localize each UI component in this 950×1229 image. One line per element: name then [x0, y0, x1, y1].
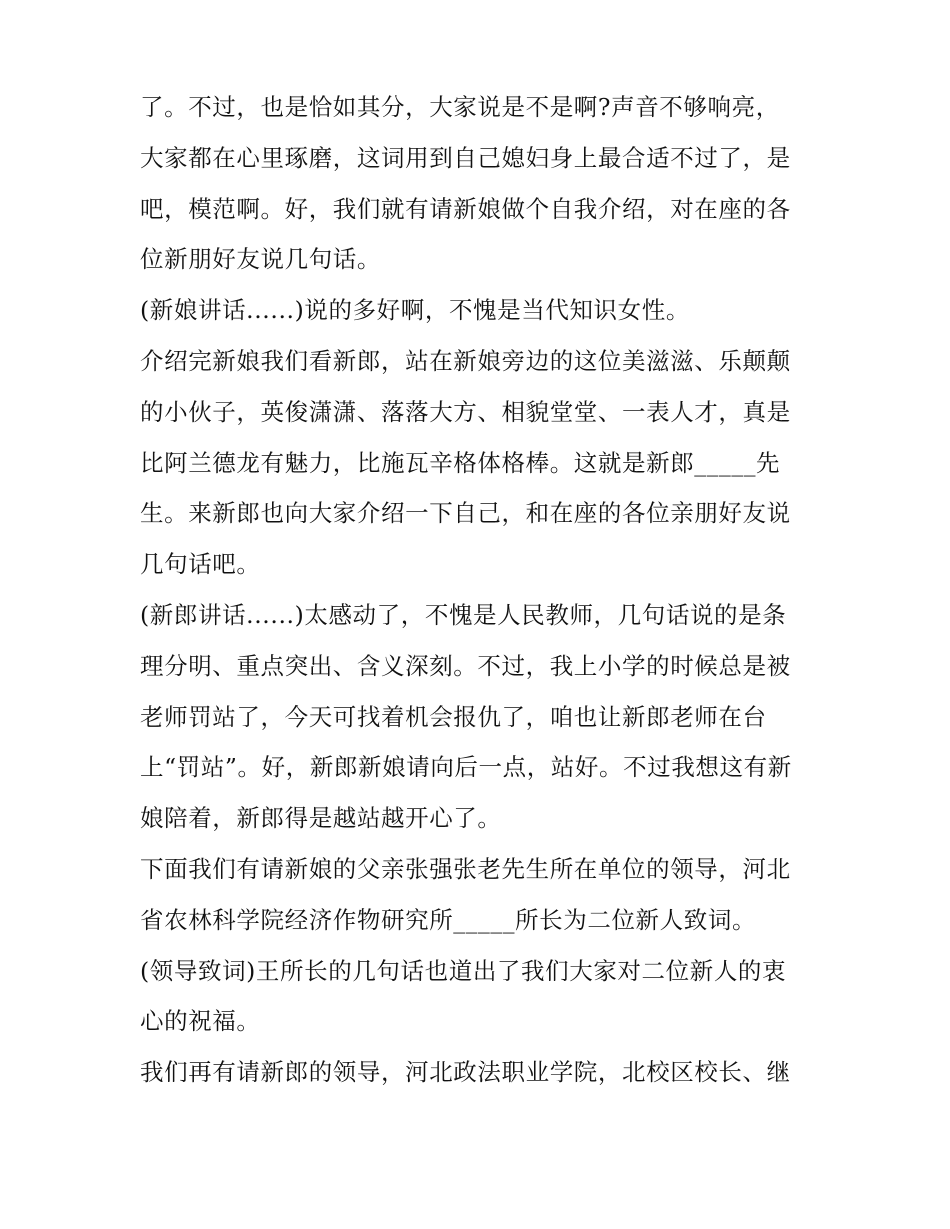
text-line: (新娘讲话......)说的多好啊，不愧是当代知识女性。	[140, 296, 690, 325]
text-line: 位新朋好友说几句话。	[140, 245, 381, 274]
text-line: 吧，模范啊。好，我们就有请新娘做个自我介绍，对在座的各	[140, 194, 791, 223]
text-line: 省农林科学院经济作物研究所_____所长为二位新人致词。	[140, 905, 757, 934]
text-line: 比阿兰德龙有魅力，比施瓦辛格体格棒。这就是新郎_____先	[140, 448, 781, 477]
text-line: 理分明、重点突出、含义深刻。不过，我上小学的时候总是被	[140, 651, 791, 680]
text-line: 心的祝福。	[140, 1007, 261, 1036]
body-text	[140, 82, 820, 1098]
text-line: (新郎讲话......)太感动了，不愧是人民教师，几句话说的是条	[140, 600, 787, 629]
text-line: 的小伙子，英俊潇潇、落落大方、相貌堂堂、一表人才，真是	[140, 397, 791, 426]
text-line: 了。不过，也是恰如其分，大家说是不是啊?声音不够响亮，	[140, 93, 780, 121]
text-line: 老师罚站了，今天可找着机会报仇了，咱也让新郎老师在台	[140, 702, 767, 731]
text-line: 下面我们有请新娘的父亲张强张老先生所在单位的领导，河北	[140, 854, 791, 883]
text-line: 介绍完新娘我们看新郎，站在新娘旁边的这位美滋滋、乐颠颠	[140, 346, 791, 375]
text-line: (领导致词)王所长的几句话也道出了我们大家对二位新人的衷	[140, 956, 787, 985]
text-line: 娘陪着，新郎得是越站越开心了。	[140, 804, 502, 833]
text-line: 几句话吧。	[140, 550, 261, 579]
text-line: 上“罚站”。好，新郎新娘请向后一点，站好。不过我想这有新	[140, 753, 792, 782]
text-line: 大家都在心里琢磨，这词用到自己媳妇身上最合适不过了，是	[140, 143, 791, 172]
text-line: 我们再有请新郎的领导，河北政法职业学院，北校区校长、继	[140, 1058, 791, 1087]
text-line: 生。来新郎也向大家介绍一下自己，和在座的各位亲朋好友说	[140, 499, 791, 528]
